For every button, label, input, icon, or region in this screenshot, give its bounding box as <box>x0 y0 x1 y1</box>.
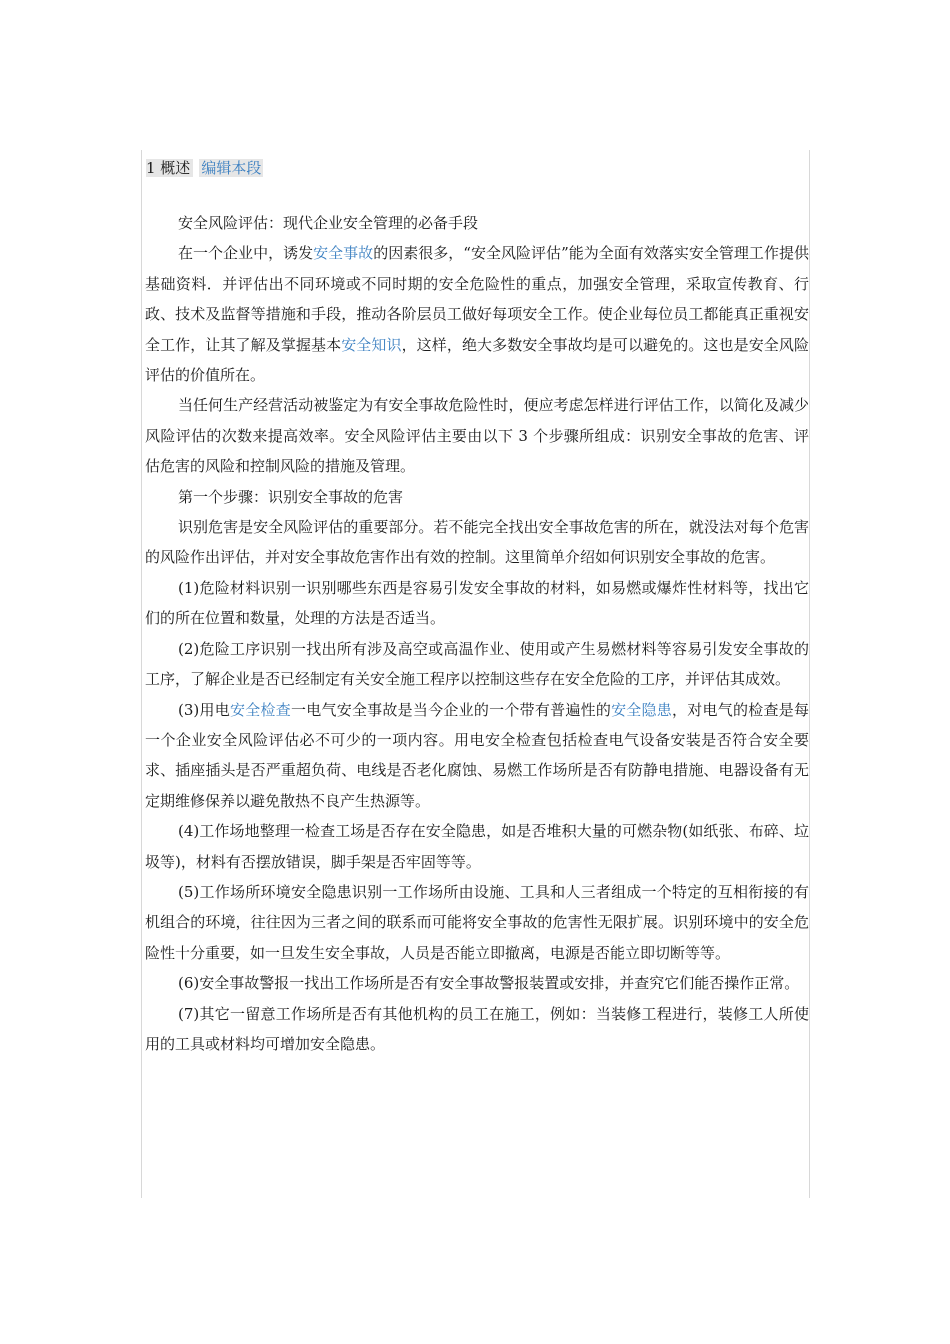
link-safety-accident[interactable]: 安全事故 <box>313 244 374 263</box>
paragraph-text: ，这样，绝大多数安全事故均是可以避免的。这也是安全风险评估的价值所在。 <box>145 335 809 385</box>
list-item-hazardous-materials: (1)危险材料识别一识别哪些东西是容易引发安全事故的材料，如易燃或爆炸性材料等，找出它们的所在位置和数量，处理的方法是否适当。 <box>145 578 809 628</box>
paragraph-text: (3)用电 <box>178 700 230 719</box>
list-item-site-housekeeping: (4)工作场地整理一检查工场是否存在安全隐患，如是否堆积大量的可燃杂物(如纸张、布碎、垃圾等)，材料有否摆放错误，脚手架是否牢固等等。 <box>145 822 809 871</box>
paragraph-steps-overview: 当任何生产经营活动被鉴定为有安全事故危险性时，便应考虑怎样进行评估工作，以简化及减少风险评估的次数来提高效率。安全风险评估主要由以下 3 个步骤所组成：识别安全事故的危害、评估危害的风险和控制风险的措施及管理。 <box>145 396 809 476</box>
section-title: 1 概述 <box>146 159 193 177</box>
list-item-electrical-inspection <box>145 695 809 817</box>
paragraph-subtitle: 安全风险评估：现代企业安全管理的必备手段 <box>178 214 479 232</box>
paragraph-text: ，对电气的检查是每一个企业安全风险评估必不可少的一项内容。用电安全检查包括检查电气设备安装是否符合安全要求、插座插头是否严重超负荷、电线是否老化腐蚀、易燃工作场所是否有防静电措施、电器设备有无定期维修保养以避免散热不良产生热源等。 <box>145 700 809 810</box>
link-safety-knowledge[interactable]: 安全知识 <box>341 335 402 354</box>
list-item-accident-alarm: (6)安全事故警报一找出工作场所是否有安全事故警报装置或安排，并查究它们能否操作正常。 <box>178 974 800 993</box>
paragraph-text: 在一个企业中，诱发 <box>178 244 314 263</box>
link-safety-inspection[interactable]: 安全检查 <box>229 700 291 719</box>
paragraph-text: 一电气安全事故是当今企业的一个带有普遍性的 <box>290 700 612 719</box>
list-item-others: (7)其它一留意工作场所是否有其他机构的员工在施工，例如：当装修工程进行，装修工人所使用的工具或材料均可增加安全隐患。 <box>145 1004 809 1053</box>
paragraph-hazard-identification: 识别危害是安全风险评估的重要部分。若不能完全找出安全事故危害的所在，就没法对每个危害的风险作出评估，并对安全事故危害作出有效的控制。这里简单介绍如何识别安全事故的危害。 <box>145 518 809 567</box>
section-heading <box>146 156 263 180</box>
paragraph-text: 的因素很多，“安全风险评估”能为全面有效落实安全管理工作提供基础资料．并评估出不同环境或不同时期的安全危险性的重点，加强安全管理，采取宣传教育、行政、技术及监督等措施和手段，推动各阶层员工做好每项安全工作。使企业每位员工都能真正重视安全工作，让其了解及掌握基本 <box>145 244 809 354</box>
list-item-hazardous-processes: (2)危险工序识别一找出所有涉及高空或高温作业、使用或产生易燃材料等容易引发安全事故的工序，了解企业是否已经制定有关安全施工程序以控制这些存在安全危险的工序，并评估其成效。 <box>145 639 809 689</box>
paragraph-step-one-title: 第一个步骤：识别安全事故的危害 <box>178 487 404 506</box>
edit-section-link[interactable]: 编辑本段 <box>201 159 262 177</box>
link-safety-hazard[interactable]: 安全隐患 <box>611 700 673 719</box>
article-body <box>145 208 809 1059</box>
paragraph-intro <box>145 238 809 390</box>
list-item-workplace-environment: (5)工作场所环境安全隐患识别一工作场所由设施、工具和人三者组成一个特定的互相衔接的有机组合的环境，往往因为三者之间的联系而可能将安全事故的危害性无限扩展。识别环境中的安全危险性十分重要，如一旦发生安全事故，人员是否能立即撤离，电源是否能立即切断等等。 <box>145 882 809 962</box>
